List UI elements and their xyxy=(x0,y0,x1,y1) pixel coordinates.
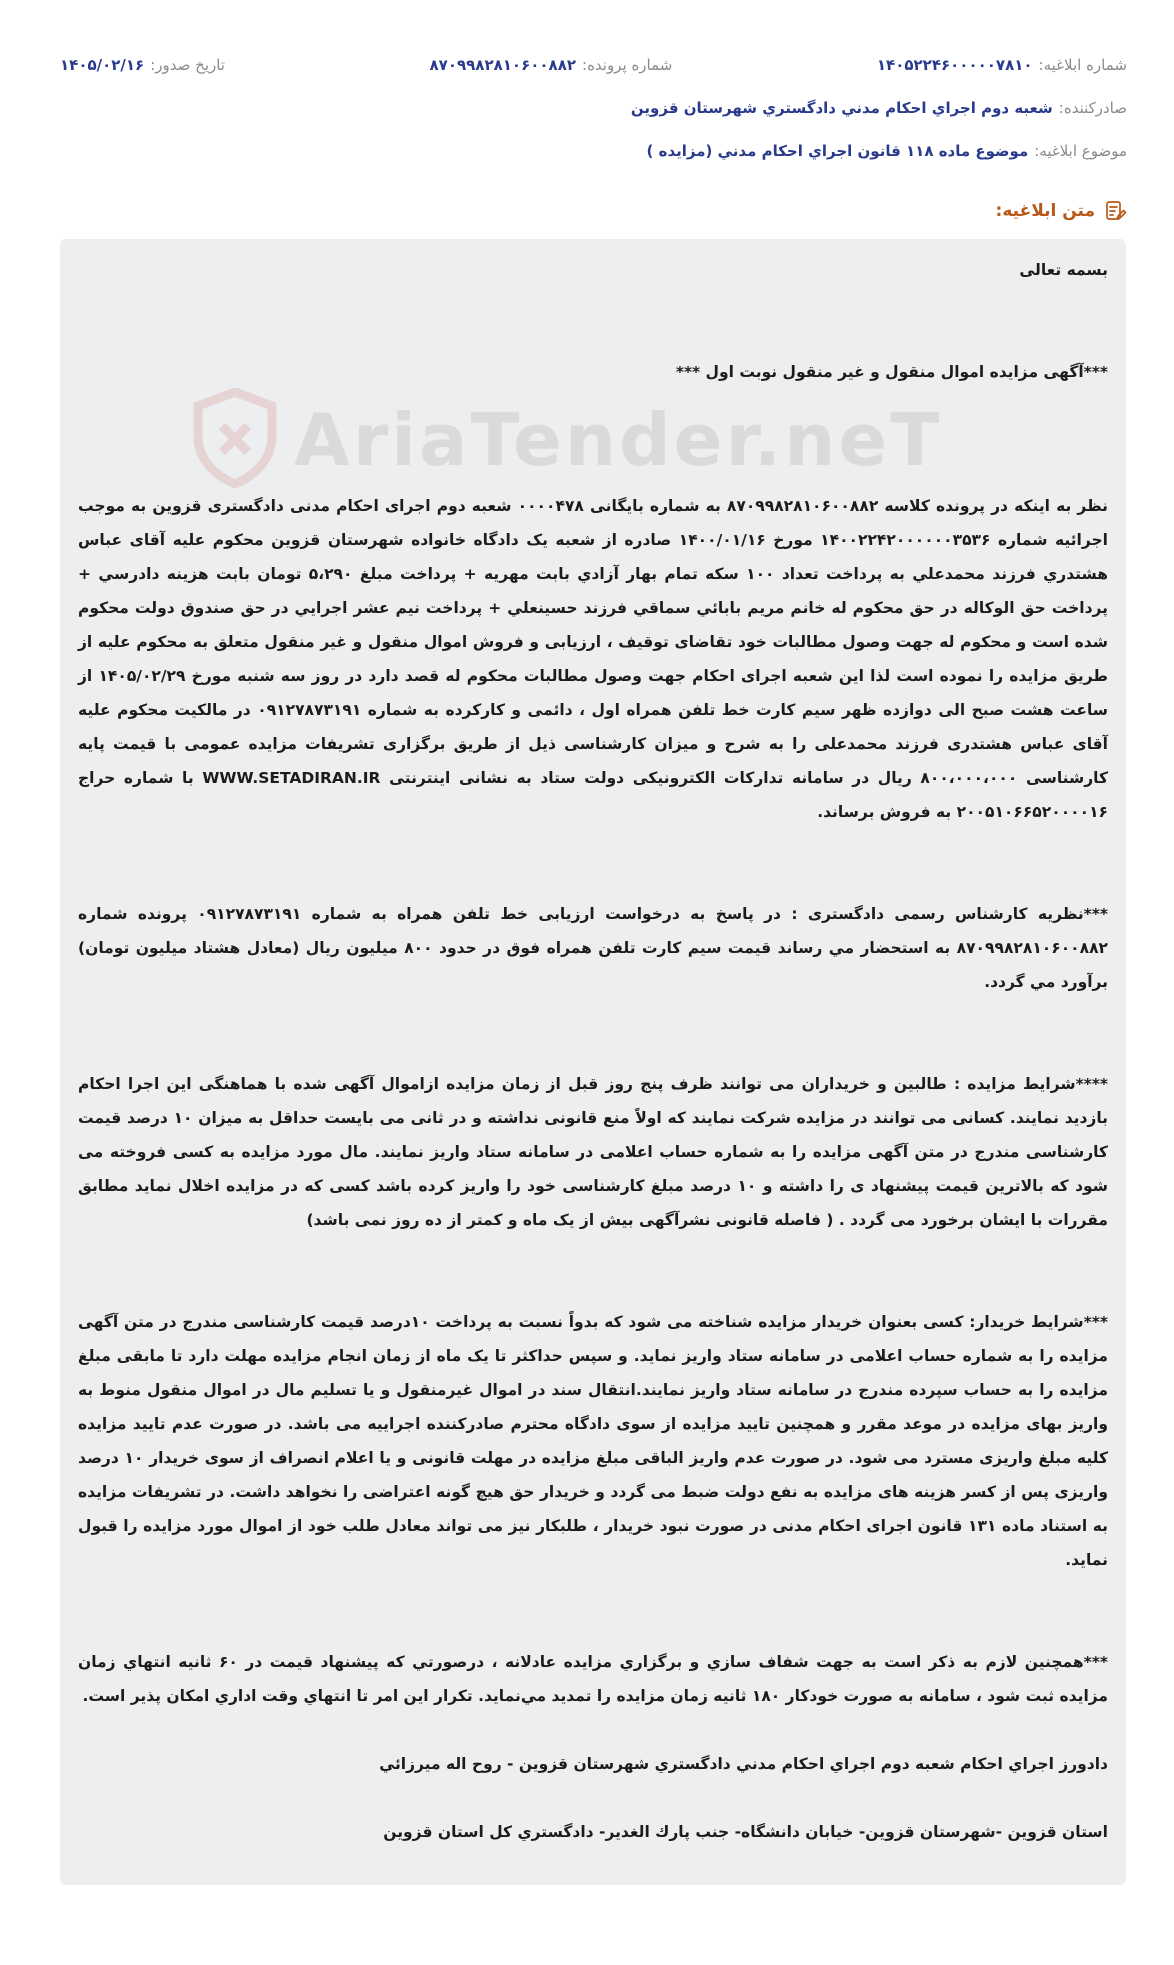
greeting: بسمه تعالی xyxy=(1019,261,1108,279)
issuer xyxy=(631,99,1127,117)
subject-value: موضوع ماده ۱۱۸ قانون اجراي احكام مدني (مزايده ) xyxy=(646,142,1029,160)
document-edit-icon xyxy=(1103,199,1127,223)
issuer-label: صادرکننده: xyxy=(1058,99,1127,117)
subject-label: موضوع ابلاغیه: xyxy=(1034,142,1127,160)
paragraph-main: نظر به اینکه در پرونده کلاسه ۸۷۰۹۹۸۲۸۱۰۶۰۰۸۸۲ به شماره بایگانی ۰۰۰۰۴۷۸ شعبه دوم اجرای احکام مدنی دادگستری قزوین به موجب اجرائیه شماره ۱۴۰۰۲۲۴۲۰۰۰۰۰۰۳۵۳۶ مورخ ۱۴۰۰/۰۱/۱۶ صادره از شعبه یک دادگاه خانواده شهرستان قزوین محکوم علیه آقای عباس هشتدري فرزند محمدعلي به پرداخت تعداد ۱۰۰ سكه تمام بهار آزادي بابت مهريه + پرداخت مبلغ ۵،۲۹۰ تومان بابت هزينه دادرسي + پرداخت حق الوكاله در حق محكوم له خانم مريم بابائي سماقي فرزند حسينعلي + پرداخت نيم عشر اجرايي در حق صندوق دولت محكوم شده است و محكوم له جهت وصول مطالبات خود تقاضای توقیف ، ارزیابی و فروش اموال منقول و غیر منقول متعلق به محکوم علیه از طریق مزایده را نموده است لذا این شعبه اجرای احکام جهت وصول مطالبات محکوم له قصد دارد در روز سه شنبه مورخ ۱۴۰۵/۰۲/۲۹ از ساعت هشت صبح الی دوازده ظهر سیم کارت خط تلفن همراه اول ، دائمی و کارکرده به شماره ۰۹۱۲۷۸۷۳۱۹۱ در مالکیت محکوم علیه آقای عباس هشتدری فرزند محمدعلی را به شرح و میزان کارشناسی ذیل از طریق برگزاری تشریفات مزایده عمومی با قیمت پایه کارشناسی ۸۰۰،۰۰۰،۰۰۰ ریال در سامانه تدارکات الکترونیکی دولت ستاد به نشانی اینترنتی WWW.SETADIRAN.IR با شماره حراج ۲۰۰۵۱۰۶۶۵۲۰۰۰۰۱۶ به فروش برساند. xyxy=(78,497,1109,821)
notice-meta-row xyxy=(60,56,1127,74)
paragraph-auction-conditions: ****شرایط مزایده : طالبین و خریداران می توانند ظرف پنج روز قبل از زمان مزایده ازاموال آگهی شده با هماهنگی این اجرا احکام بازدید نمایند. کسانی می توانند در مزایده شرکت نمایند که اولاً منع قانونی نداشته و در ثانی می بایست حداقل به میزان ۱۰ درصد قیمت کارشناسی مندرج در متن آگهی مزایده را به شماره حساب اعلامی در سامانه ستاد واریز نمایند. مال مورد مزایده به کسی فروخته می شود که بالاترین قیمت پیشنهاد ی را داشته و ۱۰ درصد مبلغ کارشناسی خود را واریز کرده باشد کسی که در مزایده اخلال نماید مطابق مقررات با ایشان برخورد می گردد . ( فاصله قانونی نشرآگهی بیش از یک ماه و کمتر از ده روز نمی باشد) xyxy=(78,1075,1108,1229)
notice-number-label: شماره ابلاغیه: xyxy=(1038,56,1127,74)
issuer-value: شعبه دوم اجراي احكام مدني دادگستري شهرستان قزوين xyxy=(630,99,1053,117)
notice-heading: ***آگهی مزایده اموال منقول و غیر منقول نوبت اول *** xyxy=(675,363,1108,381)
issue-date-label: تاریخ صدور: xyxy=(150,56,225,74)
issuer-row xyxy=(60,99,1127,117)
case-number-value: ۸۷۰۹۹۸۲۸۱۰۶۰۰۸۸۲ xyxy=(429,56,577,74)
signature-line: دادورز اجراي احكام شعبه دوم اجراي احكام مدني دادگستري شهرستان قزوين - روح اله ميرزائي xyxy=(379,1755,1108,1773)
paragraph-expert-opinion: ***نظریه کارشناس رسمی دادگستری : در پاسخ به درخواست ارزیابی خط تلفن همراه به شماره ۰۹۱۲۷۸۷۳۱۹۱ پرونده شماره ۸۷۰۹۹۸۲۸۱۰۶۰۰۸۸۲ به استحضار مي رساند قيمت سيم كارت تلفن همراه فوق در حدود ۸۰۰ ميليون ريال (معادل هشتاد ميليون تومان) برآورد مي گردد. xyxy=(78,905,1109,991)
section-header xyxy=(996,199,1127,223)
paragraph-buyer-conditions: ***شرایط خریدار: کسی بعنوان خریدار مزایده شناخته می شود که بدواً نسبت به پرداخت ۱۰درصد قیمت کارشناسی مندرج در متن آگهی مزایده را به شماره حساب اعلامی در سامانه ستاد واریز نماید. و سپس حداکثر تا یک ماه از زمان انجام مزایده مهلت دارد تا مابقی مبلغ مزایده را به حساب سپرده مندرج در سامانه ستاد واریز نمایند.انتقال سند در اموال غیرمنقول و یا تسلیم مال در اموال منقول منوط به واریز بهای مزایده در موعد مقرر و همچنین تایید مزایده از سوی دادگاه محترم صادرکننده اجراییه می باشد. در صورت عدم تایید مزایده کلیه مبلغ واریزی مسترد می شود. در صورت عدم واریز الباقی مبلغ مزایده در مهلت قانونی و یا اعلام انصراف از سوی خریدار ۱۰ درصد واریزی پس از کسر هزینه های مزایده به نفع دولت ضبط می گردد و خریدار حق هیچ گونه اعتراضی را نخواهد داشت. در تشریفات مزایده به استناد ماده ۱۳۱ قانون اجرای احکام مدنی در صورت نبود خریدار ، طلبکار نیز می تواند معادل طلب خود از اموال مورد مزایده را قبول نماید. xyxy=(78,1313,1108,1569)
paragraph-extension-rule: ***همچنین لازم به ذکر است به جهت شفاف سازي و برگزاري مزايده عادلانه ، درصورتي كه پيشنهاد قيمت در ۶۰ ثانيه انتهاي زمان مزايده ثبت شود ، سامانه به صورت خودكار ۱۸۰ ثانيه زمان مزايده را تمديد مي‌نمايد. تكرار اين امر تا انتهاي وقت اداري امكان پذير است. xyxy=(78,1653,1108,1705)
case-number xyxy=(430,56,673,74)
notice-body xyxy=(60,239,1126,1885)
subject-row xyxy=(60,142,1127,160)
issue-date-value: ۱۴۰۵/۰۲/۱۶ xyxy=(60,56,145,74)
section-title: متن ابلاغیه: xyxy=(995,201,1095,221)
subject xyxy=(647,142,1127,160)
notice-number xyxy=(877,56,1127,74)
issue-date xyxy=(60,56,225,74)
notice-number-value: ۱۴۰۵۲۲۴۶۰۰۰۰۰۷۸۱۰ xyxy=(876,56,1033,74)
case-number-label: شماره پرونده: xyxy=(582,56,673,74)
address-line: استان قزوين -شهرستان قزوين- خيابان دانشگاه- جنب پارك الغدير- دادگستري كل استان قزوين xyxy=(383,1823,1108,1841)
